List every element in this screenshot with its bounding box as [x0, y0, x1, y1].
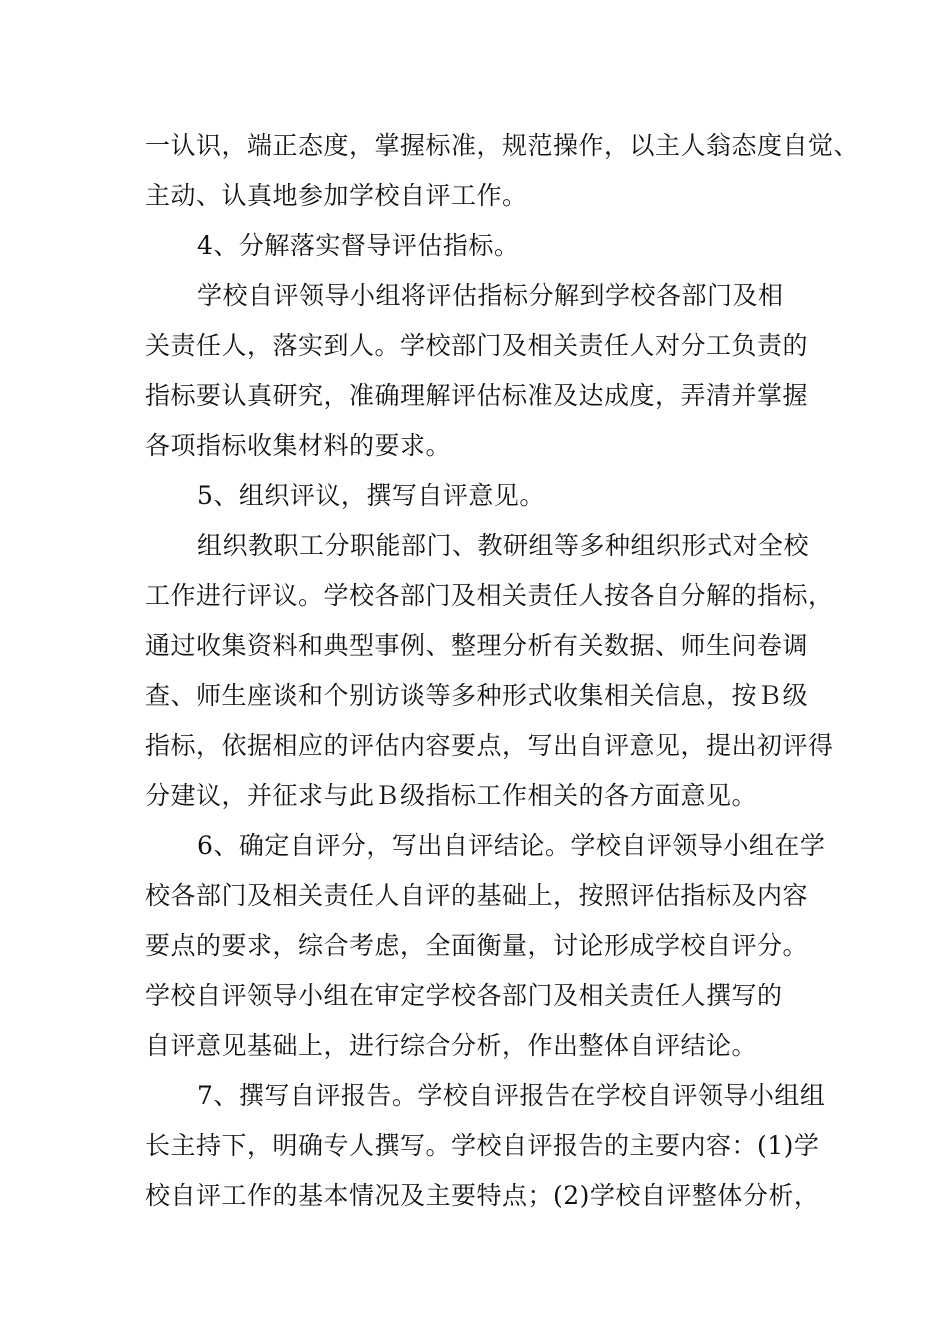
section-heading: 4、分解落实督导评估指标。	[197, 231, 520, 260]
section-heading: 6、确定自评分，写出自评结论。学校自评领导小组在学	[197, 831, 826, 860]
text-line: 学校自评领导小组在审定学校各部门及相关责任人撰写的	[145, 981, 783, 1010]
text-line: 通过收集资料和典型事例、整理分析有关数据、师生问卷调	[145, 631, 809, 660]
section-heading: 5、组织评议，撰写自评意见。	[197, 481, 545, 510]
text-line: 校各部门及相关责任人自评的基础上，按照评估指标及内容	[145, 881, 809, 910]
text-line: 工作进行评议。学校各部门及相关责任人按各自分解的指标，	[145, 581, 834, 610]
section-heading: 7、撰写自评报告。学校自评报告在学校自评领导小组组	[197, 1081, 826, 1110]
text-line: 查、师生座谈和个别访谈等多种形式收集相关信息，按Ｂ级	[145, 681, 809, 710]
text-line: 指标，依据相应的评估内容要点，写出自评意见，提出初评得	[145, 731, 834, 760]
text-line: 校自评工作的基本情况及主要特点；(2)学校自评整体分析，	[145, 1181, 820, 1210]
text-line: 指标要认真研究，准确理解评估标准及达成度，弄清并掌握	[145, 381, 809, 410]
text-line: 自评意见基础上，进行综合分析，作出整体自评结论。	[145, 1031, 758, 1060]
text-line: 各项指标收集材料的要求。	[145, 431, 452, 460]
text-line: 关责任人，落实到人。学校部门及相关责任人对分工负责的	[145, 331, 809, 360]
text-line: 长主持下，明确专人撰写。学校自评报告的主要内容：(1)学	[145, 1131, 820, 1160]
text-line: 一认识，端正态度，掌握标准，规范操作，以主人翁态度自觉、	[145, 131, 860, 160]
text-line: 组织教职工分职能部门、教研组等多种组织形式对全校	[197, 531, 810, 560]
text-line: 主动、认真地参加学校自评工作。	[145, 181, 528, 210]
text-line: 分建议，并征求与此Ｂ级指标工作相关的各方面意见。	[145, 781, 758, 810]
text-line: 学校自评领导小组将评估指标分解到学校各部门及相	[197, 281, 784, 310]
document-body	[145, 121, 860, 1221]
text-line: 要点的要求，综合考虑，全面衡量，讨论形成学校自评分。	[145, 931, 809, 960]
